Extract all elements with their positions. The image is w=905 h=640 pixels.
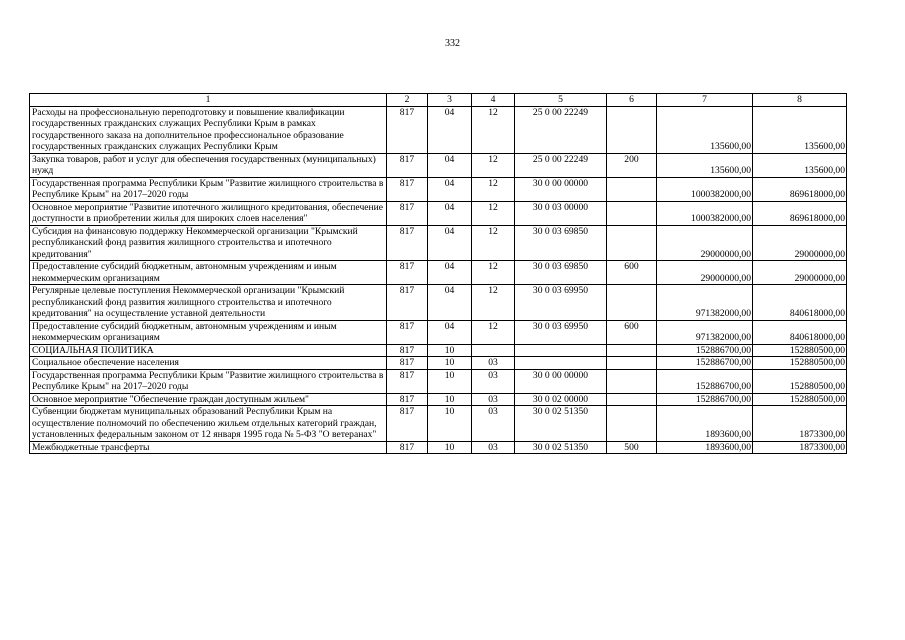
ministry-code: 817	[387, 177, 428, 201]
section-code: 04	[428, 153, 472, 177]
amount-year-1: 1000382000,00	[657, 177, 753, 201]
expense-type-code	[607, 201, 657, 225]
amount-year-1: 135600,00	[657, 153, 753, 177]
amount-year-1: 1893600,00	[657, 441, 753, 454]
ministry-code: 817	[387, 441, 428, 454]
section-code: 04	[428, 285, 472, 321]
amount-year-2: 135600,00	[753, 153, 847, 177]
page-number: 332	[445, 38, 460, 49]
table-row	[30, 106, 847, 153]
ministry-code: 817	[387, 357, 428, 370]
amount-year-2: 869618000,00	[753, 177, 847, 201]
expense-type-code: 200	[607, 153, 657, 177]
amount-year-1: 971382000,00	[657, 320, 753, 344]
table-row	[30, 225, 847, 261]
column-header: 3	[428, 94, 472, 107]
ministry-code: 817	[387, 106, 428, 153]
target-article-code: 30 0 03 69950	[515, 285, 607, 321]
target-article-code: 30 0 03 69950	[515, 320, 607, 344]
amount-year-2: 840618000,00	[753, 285, 847, 321]
expense-type-code: 600	[607, 261, 657, 285]
table-row	[30, 369, 847, 393]
section-code: 04	[428, 320, 472, 344]
ministry-code: 817	[387, 393, 428, 406]
table-row	[30, 406, 847, 442]
target-article-code: 25 0 00 22249	[515, 153, 607, 177]
expense-type-code	[607, 393, 657, 406]
amount-year-2: 152880500,00	[753, 344, 847, 357]
expense-type-code	[607, 344, 657, 357]
target-article-code: 30 0 03 69850	[515, 225, 607, 261]
amount-year-2: 152880500,00	[753, 369, 847, 393]
expense-type-code	[607, 177, 657, 201]
item-name: Предоставление субсидий бюджетным, автономным учреждениям и иным некоммерческим организациям	[30, 261, 387, 285]
item-name: Основное мероприятие "Развитие ипотечного жилищного кредитования, обеспечение доступности в приобретении жилья для широких слоев населения"	[30, 201, 387, 225]
item-name: СОЦИАЛЬНАЯ ПОЛИТИКА	[30, 344, 387, 357]
table-row	[30, 393, 847, 406]
expense-type-code	[607, 225, 657, 261]
ministry-code: 817	[387, 344, 428, 357]
subsection-code: 12	[472, 285, 515, 321]
amount-year-1: 152886700,00	[657, 393, 753, 406]
section-code: 10	[428, 441, 472, 454]
section-code: 04	[428, 261, 472, 285]
table-row	[30, 177, 847, 201]
subsection-code: 12	[472, 177, 515, 201]
target-article-code: 30 0 02 51350	[515, 441, 607, 454]
item-name: Основное мероприятие "Обеспечение граждан доступным жильем"	[30, 393, 387, 406]
subsection-code: 03	[472, 357, 515, 370]
header-row	[30, 94, 847, 107]
subsection-code: 12	[472, 320, 515, 344]
amount-year-2: 869618000,00	[753, 201, 847, 225]
item-name: Субсидия на финансовую поддержку Некоммерческой организации "Крымский республиканский фонд развития жилищного строительства и ипотечного кредитования"	[30, 225, 387, 261]
expense-type-code	[607, 357, 657, 370]
item-name: Социальное обеспечение населения	[30, 357, 387, 370]
amount-year-1: 152886700,00	[657, 344, 753, 357]
subsection-code: 12	[472, 153, 515, 177]
target-article-code	[515, 357, 607, 370]
table-row	[30, 357, 847, 370]
section-code: 10	[428, 406, 472, 442]
target-article-code: 30 0 03 00000	[515, 201, 607, 225]
table-row	[30, 320, 847, 344]
amount-year-1: 971382000,00	[657, 285, 753, 321]
column-header: 8	[753, 94, 847, 107]
amount-year-1: 152886700,00	[657, 369, 753, 393]
table-row	[30, 441, 847, 454]
amount-year-1: 29000000,00	[657, 225, 753, 261]
expense-type-code	[607, 406, 657, 442]
item-name: Государственная программа Республики Крым "Развитие жилищного строительства в Республике Крым" на 2017–2020 годы	[30, 177, 387, 201]
target-article-code: 30 0 02 51350	[515, 406, 607, 442]
amount-year-2: 152880500,00	[753, 393, 847, 406]
item-name: Предоставление субсидий бюджетным, автономным учреждениям и иным некоммерческим организациям	[30, 320, 387, 344]
expense-type-code	[607, 369, 657, 393]
subsection-code: 12	[472, 201, 515, 225]
subsection-code: 12	[472, 106, 515, 153]
expense-type-code: 600	[607, 320, 657, 344]
section-code: 04	[428, 225, 472, 261]
subsection-code: 12	[472, 225, 515, 261]
section-code: 10	[428, 369, 472, 393]
column-header: 1	[30, 94, 387, 107]
amount-year-1: 1893600,00	[657, 406, 753, 442]
table-row	[30, 344, 847, 357]
target-article-code	[515, 344, 607, 357]
expense-type-code	[607, 285, 657, 321]
target-article-code: 30 0 00 00000	[515, 369, 607, 393]
target-article-code: 30 0 02 00000	[515, 393, 607, 406]
column-header: 2	[387, 94, 428, 107]
section-code: 04	[428, 177, 472, 201]
item-name: Расходы на профессиональную переподготовку и повышение квалификации государственных гражданских служащих Республики Крым в рамках государственного заказа на дополнительное профессиональное образование государственных гражданских служащих Республики Крым	[30, 106, 387, 153]
item-name: Государственная программа Республики Крым "Развитие жилищного строительства в Республике Крым" на 2017–2020 годы	[30, 369, 387, 393]
ministry-code: 817	[387, 369, 428, 393]
section-code: 10	[428, 344, 472, 357]
item-name: Межбюджетные трансферты	[30, 441, 387, 454]
item-name: Регулярные целевые поступления Некоммерческой организации "Крымский республиканский фонд развития жилищного строительства и ипотечного кредитования" на осуществление уставной деятельности	[30, 285, 387, 321]
subsection-code: 12	[472, 261, 515, 285]
subsection-code: 03	[472, 406, 515, 442]
column-header: 7	[657, 94, 753, 107]
ministry-code: 817	[387, 406, 428, 442]
column-header: 4	[472, 94, 515, 107]
amount-year-2: 1873300,00	[753, 441, 847, 454]
amount-year-2: 1873300,00	[753, 406, 847, 442]
table-row	[30, 201, 847, 225]
subsection-code: 03	[472, 393, 515, 406]
column-header: 6	[607, 94, 657, 107]
table-body	[30, 94, 847, 454]
table-row	[30, 285, 847, 321]
amount-year-2: 152880500,00	[753, 357, 847, 370]
section-code: 10	[428, 357, 472, 370]
subsection-code: 03	[472, 369, 515, 393]
amount-year-2: 840618000,00	[753, 320, 847, 344]
ministry-code: 817	[387, 261, 428, 285]
expense-type-code	[607, 106, 657, 153]
table-row	[30, 153, 847, 177]
section-code: 04	[428, 106, 472, 153]
amount-year-2: 135600,00	[753, 106, 847, 153]
target-article-code: 30 0 03 69850	[515, 261, 607, 285]
subsection-code	[472, 344, 515, 357]
ministry-code: 817	[387, 285, 428, 321]
amount-year-2: 29000000,00	[753, 261, 847, 285]
budget-table	[29, 93, 847, 454]
column-header: 5	[515, 94, 607, 107]
amount-year-1: 135600,00	[657, 106, 753, 153]
subsection-code: 03	[472, 441, 515, 454]
amount-year-2: 29000000,00	[753, 225, 847, 261]
ministry-code: 817	[387, 201, 428, 225]
amount-year-1: 29000000,00	[657, 261, 753, 285]
ministry-code: 817	[387, 320, 428, 344]
section-code: 10	[428, 393, 472, 406]
item-name: Субвенции бюджетам муниципальных образований Республики Крым на осуществление полномочий по обеспечению жильем отдельных категорий граждан, установленных федеральным законом от 12 января 1995 года № 5-ФЗ "О ветеранах"	[30, 406, 387, 442]
ministry-code: 817	[387, 153, 428, 177]
target-article-code: 30 0 00 00000	[515, 177, 607, 201]
table-row	[30, 261, 847, 285]
target-article-code: 25 0 00 22249	[515, 106, 607, 153]
amount-year-1: 152886700,00	[657, 357, 753, 370]
section-code: 04	[428, 201, 472, 225]
ministry-code: 817	[387, 225, 428, 261]
amount-year-1: 1000382000,00	[657, 201, 753, 225]
expense-type-code: 500	[607, 441, 657, 454]
item-name: Закупка товаров, работ и услуг для обеспечения государственных (муниципальных) нужд	[30, 153, 387, 177]
